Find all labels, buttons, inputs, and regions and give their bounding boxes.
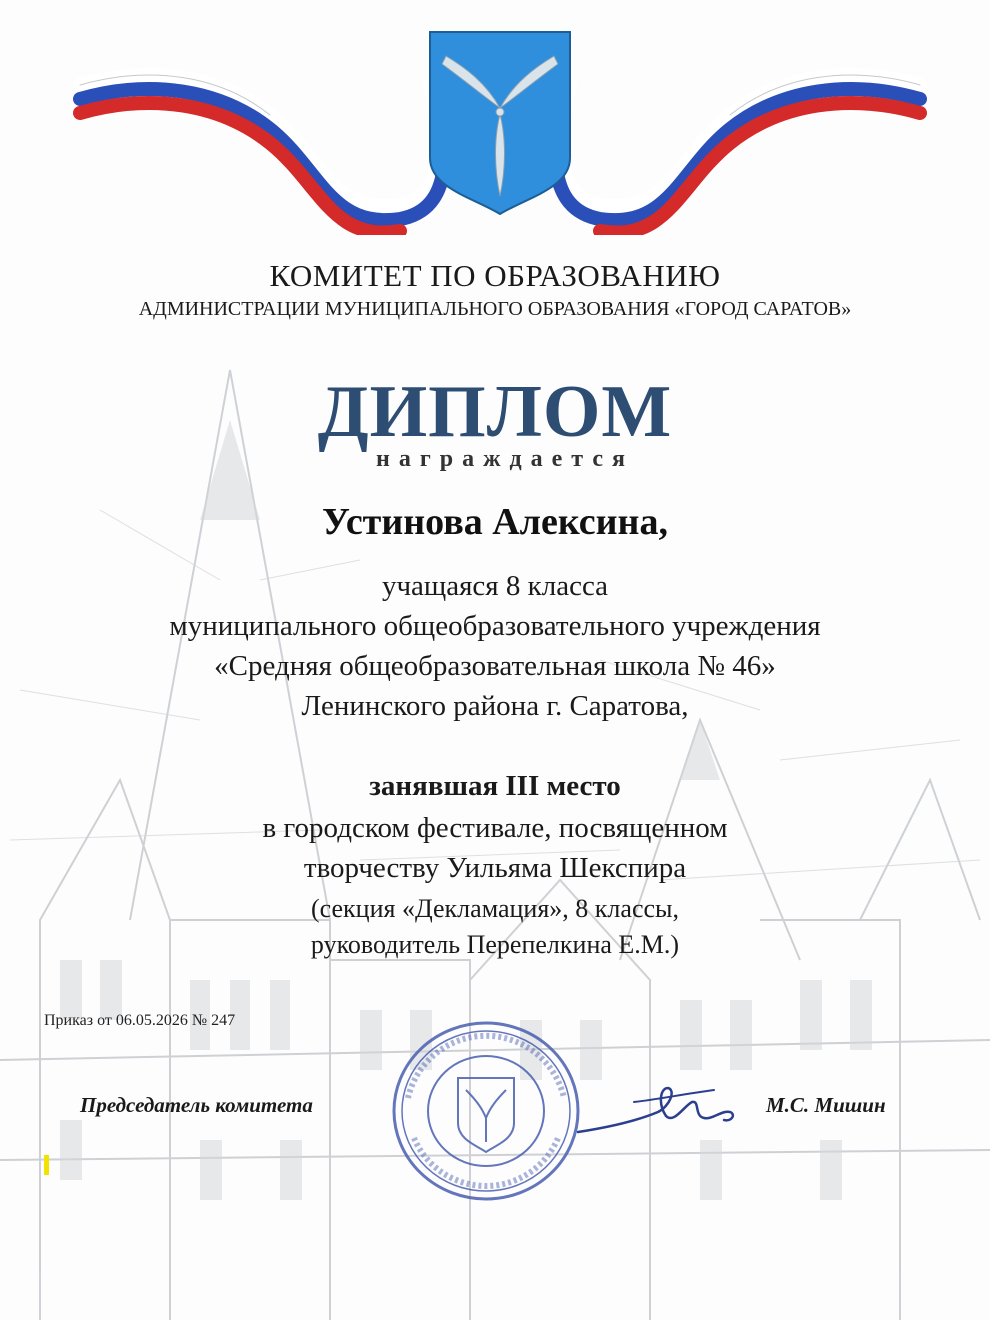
official-seal-icon [388, 1018, 584, 1204]
institution-type: муниципального общеобразовательного учреждения [169, 610, 821, 642]
administration-heading: АДМИНИСТРАЦИИ МУНИЦИПАЛЬНОГО ОБРАЗОВАНИЯ «ГОРОД САРАТОВ» [138, 298, 852, 320]
order-reference: Приказ от 06.05.2026 № 247 [44, 1012, 236, 1029]
event-line-1: в городском фестивале, посвященном [262, 812, 728, 844]
event-supervisor: руководитель Перепелкина Е.М.) [310, 930, 680, 959]
signatory-name: М.С. Мишин [766, 1093, 886, 1117]
recipient-name: Устинова Алексина, [322, 501, 668, 543]
signature-icon [574, 1072, 744, 1142]
school-name: «Средняя общеобразовательная школа № 46» [214, 650, 776, 682]
student-grade: учащаяся 8 класса [381, 570, 609, 602]
chairman-position: Председатель комитета [80, 1093, 313, 1117]
diploma-title: ДИПЛОМ [317, 371, 673, 453]
yellow-marker [44, 1155, 49, 1175]
event-section: (секция «Декламация», 8 классы, [310, 894, 679, 923]
committee-heading: КОМИТЕТ ПО ОБРАЗОВАНИЮ [269, 258, 721, 293]
awarded-label: награждается [376, 446, 634, 472]
achievement-place: занявшая III место [369, 770, 621, 802]
saratov-emblem-icon [426, 28, 574, 216]
event-line-2: творчеству Уильяма Шекспира [303, 852, 687, 884]
school-district: Ленинского района г. Саратова, [301, 690, 689, 722]
